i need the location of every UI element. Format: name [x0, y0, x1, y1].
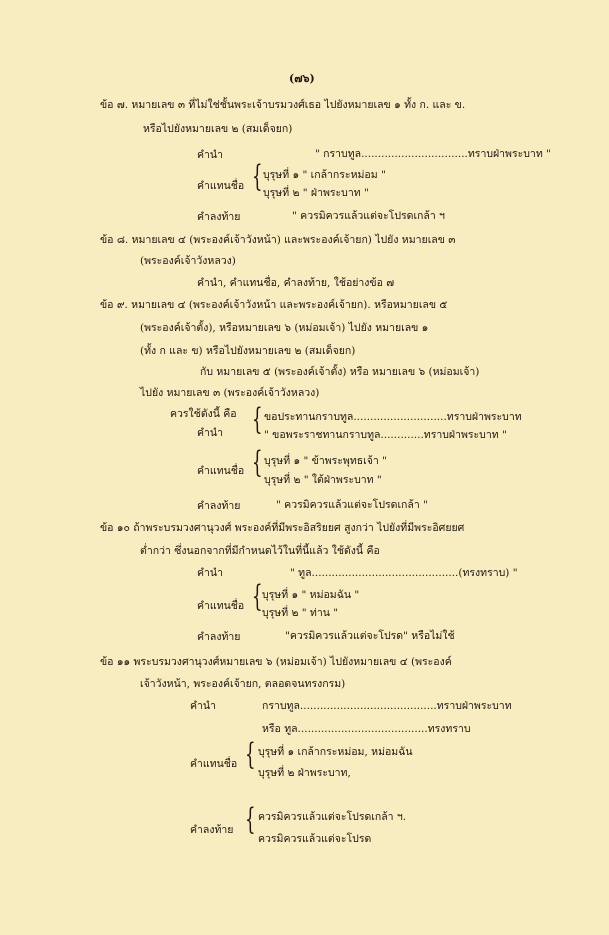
item9-line3: (ทั้ง ก และ ข) หรือไปยังหมายเลข ๒ (สมเด็จยก) — [140, 345, 356, 357]
item11-pronoun-brace: { — [245, 737, 256, 772]
item11-line1: ข้อ ๑๑ พระบรมวงศานุวงศ์หมายเลข ๖ (หม่อมเจ้า) ไปยังหมายเลข ๔ (พระองค์ — [100, 656, 452, 668]
item7-brace: { — [252, 159, 263, 194]
item7-pronoun-2: บุรุษที่ ๒ " ฝ่าพระบาท " — [263, 187, 369, 199]
item10-closing-text: "ควรมิควรแล้วแต่จะโปรด" หรือไม่ใช้ — [285, 630, 455, 642]
item9-opening-label: คำนำ — [197, 427, 223, 439]
page-number: (๗๖) — [289, 72, 315, 85]
item10-opening-label: คำนำ — [197, 567, 223, 579]
item9-opening-brace: { — [252, 402, 263, 437]
item10-brace: { — [252, 579, 263, 614]
item7-opening-text: " กราบทูล................................ทราบฝ่าพระบาท " — [315, 148, 551, 160]
item11-opening-a: กราบทูล.........................................ทราบฝ่าพระบาท — [262, 700, 512, 712]
item7-line2: หรือไปยังหมายเลข ๒ (สมเด็จยก) — [143, 123, 293, 135]
item11-opening-b: หรือ ทูล.......................................ทรงทราบ — [262, 723, 471, 735]
item9-closing-text: " ควรมิควรแล้วแต่จะโปรดเกล้า " — [276, 499, 428, 511]
item8-line3: คำนำ, คำแทนชื่อ, คำลงท้าย, ใช้อย่างข้อ ๗ — [197, 277, 395, 289]
item10-line1: ข้อ ๑๐ ถ้าพระบรมวงศานุวงศ์ พระองค์ที่มีพระอิสริยยศ สูงกว่า ไปยังที่มีพระอิศยยศ — [100, 522, 465, 534]
item9-line5: ไปยัง หมายเลข ๓ (พระองค์เจ้าวังหลวง) — [140, 387, 320, 399]
item11-closing-a: ควรมิควรแล้วแต่จะโปรดเกล้า ฯ. — [258, 811, 407, 823]
item11-closing-b: ควรมิควรแล้วแต่จะโปรด — [258, 833, 372, 845]
item10-closing-label: คำลงท้าย — [197, 631, 241, 643]
item10-opening-text: " ทูล............................................(ทรงทราบ) " — [290, 567, 518, 579]
item10-pronoun-label: คำแทนชื่อ — [197, 600, 245, 612]
item11-closing-brace: { — [245, 802, 256, 837]
item9-line6: ควรใช้ดังนี้ คือ — [170, 408, 237, 420]
item10-pronoun-2: บุรุษที่ ๒ " ท่าน " — [262, 607, 339, 619]
item9-line1: ข้อ ๙. หมายเลข ๔ (พระองค์เจ้าวังหน้า และพระองค์เจ้ายก). หรือหมายเลข ๕ — [100, 299, 448, 311]
item9-closing-label: คำลงท้าย — [197, 500, 241, 512]
item7-pronoun-label: คำแทนชื่อ — [197, 180, 245, 192]
item9-opening-a: ขอประทานกราบทูล............................ทราบฝ่าพระบาท — [264, 411, 522, 423]
item7-closing-label: คำลงท้าย — [197, 211, 241, 223]
item11-opening-label: คำนำ — [190, 700, 216, 712]
item9-line4: กับ หมายเลข ๕ (พระองค์เจ้าตั้ง) หรือ หมายเลข ๖ (หม่อมเจ้า) — [200, 366, 480, 378]
item11-pronoun-2: บุรุษที่ ๒ ฝ่าพระบาท, — [258, 767, 351, 779]
item10-line2: ต่ำกว่า ซึ่งนอกจากที่มีกำหนดไว้ในที่นี้แล้ว ใช้ดังนี้ คือ — [140, 545, 380, 557]
item11-line2: เจ้าวังหน้า, พระองค์เจ้ายก, ตลอดจนทรงกรม) — [140, 678, 346, 690]
item9-opening-b: " ขอพระราชทานกราบทูล.............ทราบฝ่าพระบาท " — [264, 429, 507, 441]
item9-pronoun-1: บุรุษที่ ๑ " ข้าพระพุทธเจ้า " — [264, 455, 387, 467]
item8-line1: ข้อ ๘. หมายเลข ๔ (พระองค์เจ้าวังหน้า) และพระองค์เจ้ายก) ไปยัง หมายเลข ๓ — [100, 234, 456, 246]
item11-pronoun-label: คำแทนชื่อ — [190, 758, 238, 770]
item11-pronoun-1: บุรุษที่ ๑ เกล้ากระหม่อม, หม่อมฉัน — [258, 746, 413, 758]
item9-line2: (พระองค์เจ้าตั้ง), หรือหมายเลข ๖ (หม่อมเจ้า) ไปยัง หมายเลข ๑ — [140, 322, 429, 334]
item9-pronoun-2: บุรุษที่ ๒ " ใต้ฝ่าพระบาท " — [264, 474, 382, 486]
item7-line1: ข้อ ๗. หมายเลข ๓ ที่ไม่ใช่ชั้นพระเจ้าบรมวงศ์เธอ ไปยังหมายเลข ๑ ทั้ง ก. และ ข. — [100, 99, 466, 111]
item11-closing-label: คำลงท้าย — [190, 824, 234, 836]
item7-closing-text: " ควรมิควรแล้วแต่จะโปรดเกล้า ฯ — [292, 210, 445, 222]
item7-opening-label: คำนำ — [197, 149, 223, 161]
item10-pronoun-1: บุรุษที่ ๑ " หม่อมฉัน " — [262, 589, 360, 601]
item7-pronoun-1: บุรุษที่ ๑ " เกล้ากระหม่อม " — [263, 169, 386, 181]
item8-line2: (พระองค์เจ้าวังหลวง) — [140, 255, 236, 267]
item9-pronoun-label: คำแทนชื่อ — [197, 465, 245, 477]
item9-pronoun-brace: { — [252, 445, 263, 480]
